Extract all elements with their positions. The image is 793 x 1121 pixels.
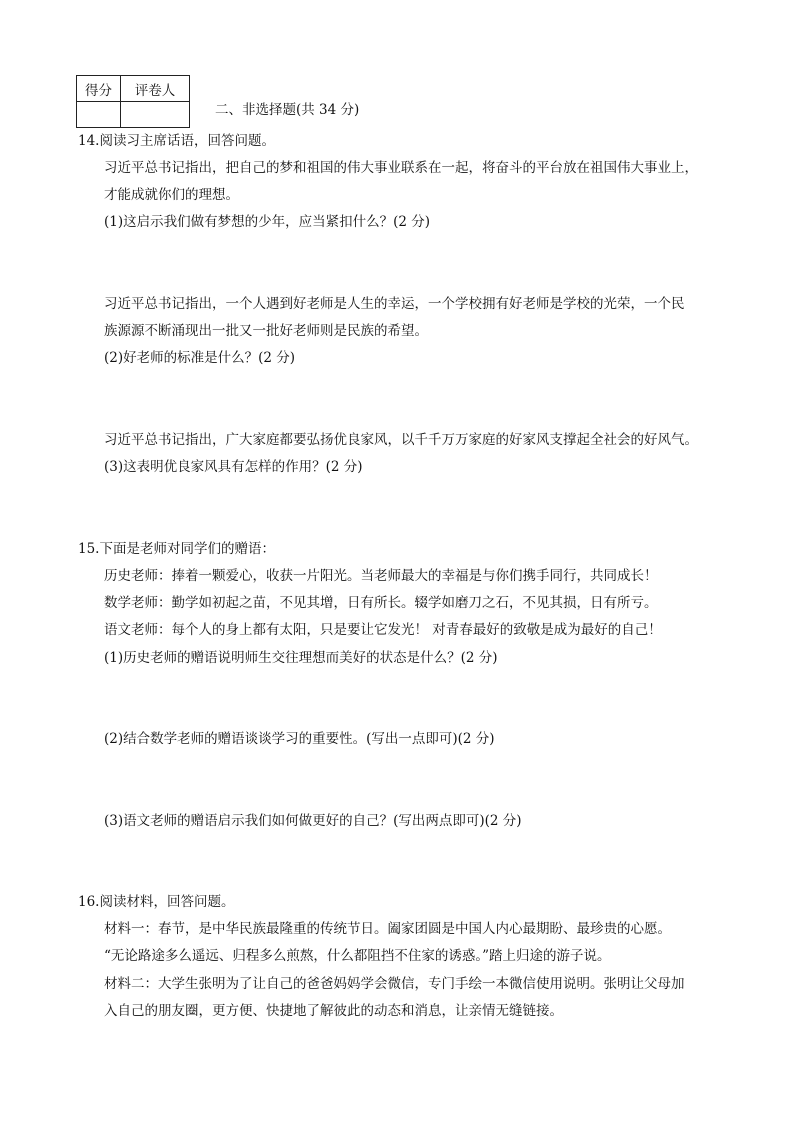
grader-header: 评卷人: [121, 76, 190, 102]
score-table-header-row: [77, 76, 190, 102]
q14-quote3-line1: 习近平总书记指出，广大家庭都要弘扬优良家风，以千千万万家庭的好家风支撑起全社会的好风气。: [104, 432, 698, 448]
score-header: 得分: [77, 76, 121, 102]
q15-sub1: (1)历史老师的赠语说明师生交往理想而美好的状态是什么？(2 分): [104, 650, 498, 666]
q15-math-teacher: 数学老师：勤学如初起之苗，不见其增，日有所长。辍学如磨刀之石，不见其损，日有所亏。: [104, 595, 658, 611]
q14-quote2-line2: 族源源不断涌现出一批又一批好老师则是民族的希望。: [104, 323, 428, 339]
q15-chinese-teacher: 语文老师：每个人的身上都有太阳，只是要让它发光！ 对青春最好的致敬是成为最好的自己！: [104, 622, 662, 638]
q16-material2-line1: 材料二：大学生张明为了让自己的爸爸妈妈学会微信，专门手绘一本微信使用说明。张明让父母加: [104, 976, 685, 992]
q15-sub2: (2)结合数学老师的赠语谈谈学习的重要性。(写出一点即可)(2 分): [104, 731, 495, 747]
q16-material1-line2: “无论路途多么遥远、归程多么煎熬，什么都阻挡不住家的诱惑。”踏上归途的游子说。: [104, 948, 611, 964]
q14-quote2-line1: 习近平总书记指出，一个人遇到好老师是人生的幸运，一个学校拥有好老师是学校的光荣，一个民: [104, 296, 685, 312]
section-title: 二、非选择题(共 34 分): [215, 102, 360, 118]
q14-sub3: (3)这表明优良家风具有怎样的作用？(2 分): [104, 459, 363, 475]
q15-sub3: (3)语文老师的赠语启示我们如何做更好的自己？(写出两点即可)(2 分): [104, 813, 522, 829]
q16-title: 16.阅读材料，回答问题。: [78, 894, 235, 910]
score-blank-cell: [77, 102, 121, 128]
q14-quote1-line1: 习近平总书记指出，把自己的梦和祖国的伟大事业联系在一起，将奋斗的平台放在祖国伟大事业上，: [104, 160, 698, 176]
q14-sub1: (1)这启示我们做有梦想的少年，应当紧扣什么？(2 分): [104, 214, 431, 230]
q14-sub2: (2)好老师的标准是什么？(2 分): [104, 350, 296, 366]
q14-title: 14.阅读习主席话语，回答问题。: [78, 133, 275, 149]
q15-title: 15.下面是老师对同学们的赠语：: [78, 541, 275, 557]
q16-material2-line2: 入自己的朋友圈，更方便、快捷地了解彼此的动态和消息，让亲情无缝链接。: [104, 1003, 563, 1019]
q16-material1-line1: 材料一：春节，是中华民族最隆重的传统节日。阖家团圆是中国人内心最期盼、最珍贵的心愿。: [104, 921, 671, 937]
q15-history-teacher: 历史老师：捧着一颗爱心，收获一片阳光。当老师最大的幸福是与你们携手同行，共同成长！: [104, 568, 658, 584]
grader-blank-cell: [121, 102, 190, 128]
score-table-blank-row: [77, 102, 190, 128]
score-table: [76, 75, 190, 128]
q14-quote1-line2: 才能成就你们的理想。: [104, 187, 239, 203]
